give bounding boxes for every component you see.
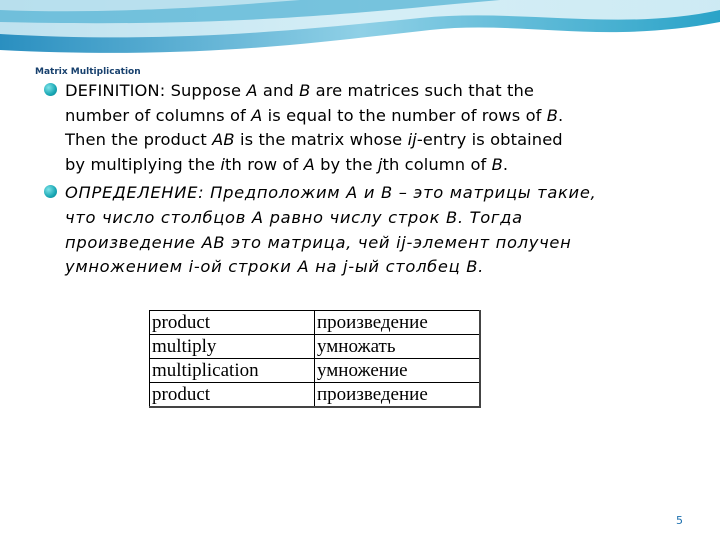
matrix-var-a: A [246, 81, 258, 100]
def-ru-line-1: ОПРЕДЕЛЕНИЕ: Предположим A и B – это матрицы такие, [65, 183, 597, 203]
bullet-icon [44, 185, 57, 198]
text-run: . [502, 154, 509, 174]
text-run: . [558, 105, 564, 125]
cell-english: product [150, 311, 315, 335]
def-en-line-1 [65, 79, 684, 104]
header-wave-decoration [0, 0, 720, 70]
page-number: 5 [676, 514, 683, 527]
table-row [150, 311, 481, 335]
cell-russian: умножать [315, 335, 481, 359]
vocabulary-table [149, 310, 481, 408]
def-ru-line-3: произведение AB это матрица, чей ij-элемент получен [65, 232, 572, 252]
def-ru-line-2: что число столбцов A равно числу строк B. Тогда [65, 207, 523, 227]
matrix-var-a: A [251, 105, 263, 125]
text-run: is the matrix whose [234, 130, 408, 150]
bullet-definition-en [44, 79, 684, 177]
slide-title: Matrix Multiplication [35, 67, 141, 77]
text-run: by the [314, 154, 378, 174]
bullet-icon [44, 83, 57, 96]
table-row [150, 335, 481, 359]
text-run: th row of [225, 154, 304, 174]
bullet-definition-ru [44, 181, 684, 279]
index-j: j [377, 154, 383, 174]
def-en-line-2 [65, 104, 684, 129]
cell-russian: умножение [315, 359, 481, 383]
text-run: by multiplying the [65, 154, 221, 174]
text-run: Then the product [65, 130, 213, 150]
bullet-list [44, 79, 684, 280]
def-ru-line-4: умножением i-ой строки A на j-ый столбец B. [65, 257, 485, 277]
index-i: i [220, 154, 226, 174]
cell-russian: произведение [315, 311, 481, 335]
text-run: number of columns of [65, 105, 252, 125]
table-row [150, 383, 481, 408]
index-ij: ij [407, 130, 417, 150]
table-row [150, 359, 481, 383]
text-run: DEFINITION: Suppose [65, 81, 247, 100]
text-run: is equal to the number of rows of [262, 105, 547, 125]
text-run: th column of [382, 154, 492, 174]
def-en-line-3 [65, 128, 684, 153]
text-run: are matrices such that the [310, 81, 535, 100]
matrix-var-a: A [303, 154, 315, 174]
cell-english: multiplication [150, 359, 315, 383]
matrix-var-b: B [491, 154, 503, 174]
matrix-var-b: B [546, 105, 559, 125]
cell-russian: произведение [315, 383, 481, 408]
text-run: and [257, 81, 300, 100]
text-run: -entry is obtained [416, 130, 563, 150]
cell-english: product [150, 383, 315, 408]
cell-english: multiply [150, 335, 315, 359]
matrix-var-b: B [299, 81, 311, 100]
matrix-var-ab: AB [212, 130, 235, 150]
def-en-line-4 [65, 153, 684, 178]
